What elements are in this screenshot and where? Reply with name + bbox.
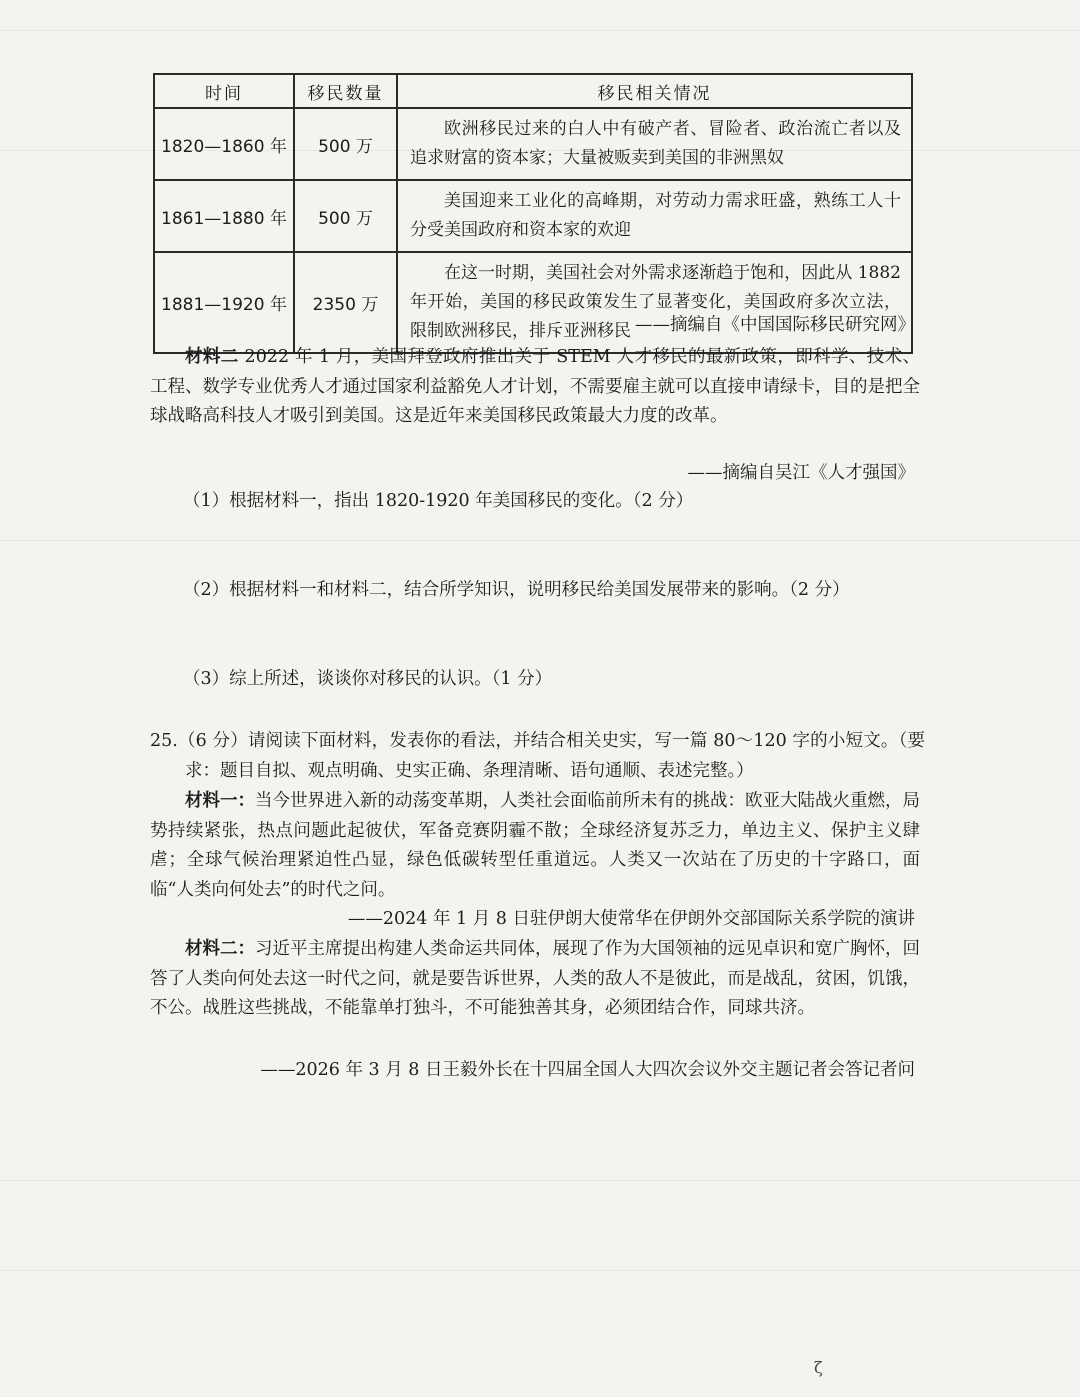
q25-material-two-text: 习近平主席提出构建人类命运共同体，展现了作为大国领袖的远见卓识和宽广胸怀，回答了人类向何处去这一时代之问，就是要告诉世界，人类的敌人不是彼此，而是战乱，贫困，饥饿，不公。战胜这些挑战，不能靠单打独斗，不可能独善其身，必须团结合作，同球共济。 [150, 939, 920, 1018]
q25-material-one-label: 材料一： [185, 791, 255, 811]
question-3: （3）综上所述，谈谈你对移民的认识。（1 分） [183, 669, 553, 689]
q25-material-one [150, 787, 920, 905]
q25-material-two-source: ——2026 年 3 月 8 日王毅外长在十四届全国人大四次会议外交主题记者会答记者问 [260, 1060, 915, 1080]
scan-artifact [0, 540, 1080, 541]
header-situation: 移民相关情况 [397, 74, 912, 108]
material-two-label: 材料二 [185, 347, 239, 367]
count-cell: 500 万 [294, 180, 397, 252]
desc-cell: 美国迎来工业化的高峰期，对劳动力需求旺盛，熟练工人十分受美国政府和资本家的欢迎 [397, 180, 912, 252]
scan-artifact [0, 30, 1080, 31]
q25-material-one-text: 当今世界进入新的动荡变革期，人类社会面临前所未有的挑战：欧亚大陆战火重燃，局势持续紧张，热点问题此起彼伏，军备竞赛阴霾不散；全球经济复苏乏力，单边主义、保护主义肆虐；全球气候治理紧迫性凸显，绿色低碳转型任重道远。人类又一次站在了历史的十字路口，面临“人类向何处去”的时代之问。 [150, 791, 920, 900]
scan-artifact [0, 1270, 1080, 1271]
period-cell: 1820—1860 年 [154, 108, 294, 180]
period-cell: 1881—1920 年 [154, 252, 294, 353]
count-cell: 500 万 [294, 108, 397, 180]
page-mark: ζ [814, 1358, 823, 1377]
material-two-source: ——摘编自吴江《人才强国》 [687, 463, 915, 483]
question-2: （2）根据材料一和材料二，结合所学知识，说明移民给美国发展带来的影响。（2 分） [183, 580, 850, 600]
q25-material-two [150, 935, 920, 1024]
header-count: 移民数量 [294, 74, 397, 108]
q25-material-one-source: ——2024 年 1 月 8 日驻伊朗大使常华在伊朗外交部国际关系学院的演讲 [347, 909, 915, 929]
desc-cell: 在这一时期，美国社会对外需求逐渐趋于饱和，因此从 1882 年开始，美国的移民政策发生了显著变化，美国政府多次立法，限制欧洲移民，排斥亚洲移民 [397, 252, 912, 353]
table-row [154, 180, 912, 252]
material-two-text: 2022 年 1 月，美国拜登政府推出关于 STEM 人才移民的最新政策，即科学、技术、工程、数学专业优秀人才通过国家利益豁免人才计划，不需要雇主就可以直接申请绿卡，目的是把全球战略高科技人才吸引到美国。这是近年来美国移民政策最大力度的改革。 [150, 347, 921, 426]
question-1: （1）根据材料一，指出 1820-1920 年美国移民的变化。（2 分） [183, 491, 694, 511]
header-time: 时间 [154, 74, 294, 108]
material-two [150, 343, 920, 432]
scan-artifact [0, 1180, 1080, 1181]
question-25-prompt: 25.（6 分）请阅读下面材料，发表你的看法，并结合相关史实，写一篇 80～120 字的小短文。（要求：题目自拟、观点明确、史实正确、条理清晰、语句通顺、表述完整。） [150, 731, 925, 781]
q25-material-two-label: 材料二： [185, 939, 255, 959]
period-cell: 1861—1880 年 [154, 180, 294, 252]
table-row [154, 108, 912, 180]
count-cell: 2350 万 [294, 252, 397, 353]
table-header-row [154, 74, 912, 108]
table-source: ——摘编自《中国国际移民研究网》 [635, 315, 915, 335]
desc-cell: 欧洲移民过来的白人中有破产者、冒险者、政治流亡者以及追求财富的资本家；大量被贩卖到美国的非洲黑奴 [397, 108, 912, 180]
